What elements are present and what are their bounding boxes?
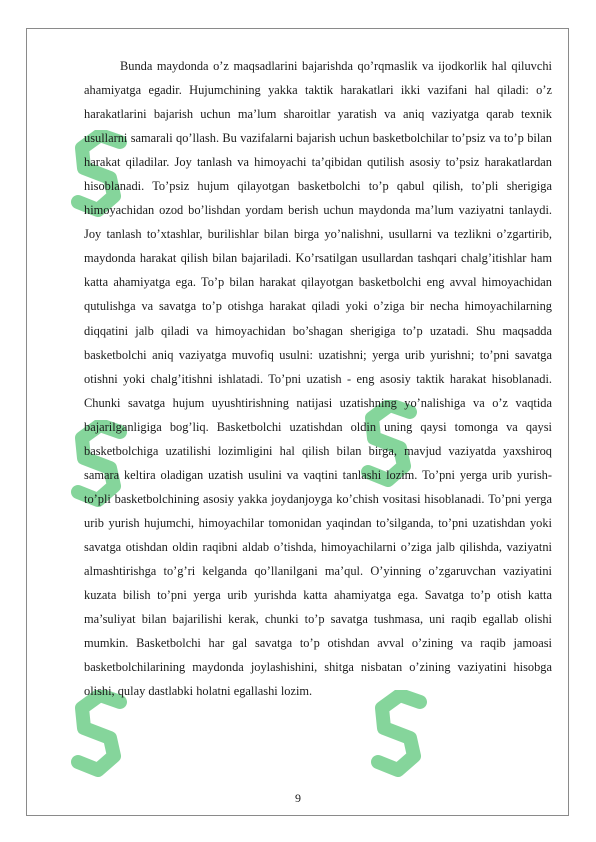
page-number: 9 xyxy=(295,791,301,805)
watermark-icon xyxy=(70,690,130,780)
watermark-icon xyxy=(370,690,430,780)
body-paragraph: Bunda maydonda o’z maqsadlarini bajarishda qo’rqmaslik va ijodkorlik hal qiluvchi ahamiyatga egadir. Hujumchining yakka taktik harakatlari ikki vazifani hal qiladi: o’z harakatlarini bajarish uchun ma’lum sharoitlar yaratish va aniq vaziyatga qarab texnik usullarni samarali qo’llash. Bu vazifalarni bajarish uchun basketbolchilar to’psiz va to’p bilan harakat qiladilar. Joy tanlash va himoyachi ta’qibidan qutilish asosiy to’psiz harakatlardan hisoblanadi. To’psiz hujum qilayotgan basketbolchi to’p qabul qilish, to’pli sherigiga himoyachidan ozod bo’lishdan yordam berish uchun maydonda ma’lum vaziyatni tanlaydi. Joy tanlash to’xtashlar, burilishlar bilan birga yo’nalishni, usullarni va tezlikni o’zgartirib, maydonda harakat qilish bilan bajariladi. Ko’rsatilgan usullardan tashqari chalg’itishlar ham katta ahamiyatga ega. To’p bilan harakat qilayotgan basketbolchi eng avval himoyachidan qutulishga va savatga to’p otishga harakat qiladi yoki o’ziga bir necha himoyachilarning diqqatini jalb qiladi va himoyachidan bo’shagan sherigiga to’p uzatadi. Shu maqsadda basketbolchi aniq vaziyatga muvofiq usulni: uzatishni; yerga urib yurishni; to’pni savatga otishni yoki chalg’itishni ishlatadi. To’pni uzatish - eng asosiy taktik harakat hisoblanadi. Chunki savatga hujum uyushtirishning natijasi uzatishning yo’nalishiga va o’z vaqtida bajarilganligiga bog’liq. Basketbolchi uzatishdan oldin uning qaysi tomonga va qaysi basketbolchiga uzatilishi lozimligini hal qilish bilan birga, mavjud vaziyatda yaxshiroq samara keltira oladigan uzatish usulini va vaqtini tanlashi lozim. To’pni yerga urib yurish-to’pli basketbolchining asosiy yakka joydanjoyga ko’chish vositasi hisoblanadi. To’pni yerga urib yurish hujumchi, himoyachilar tomonidan yaqindan to’silganda, to’pni uzatishdan yoki savatga otishdan oldin raqibni aldab o’tishda, himoyachilarni o’ziga jalb qilishda, vaziyatni almashtirishga to’g’ri kelganda qo’llanilgani ma’qul. O’yinning o’zgaruvchan vaziyatini kuzata bilish to’pni yerga urib yurishda katta ahamiyatga ega. Savatga to’p otish katta ma’suliyat bilan bajarilishi kerak, chunki to’p savatga tushmasa, uni raqib egallab olishi mumkin. Basketbolchi har gal savatga to’p otishdan avval o’zining va raqib jamoasi basketbolchilarining maydonda joylashishini, shitga nisbatan o’zining vaziyatini hisobga olishi, qulay dastlabki holatni egallashi lozim. xyxy=(84,59,552,699)
